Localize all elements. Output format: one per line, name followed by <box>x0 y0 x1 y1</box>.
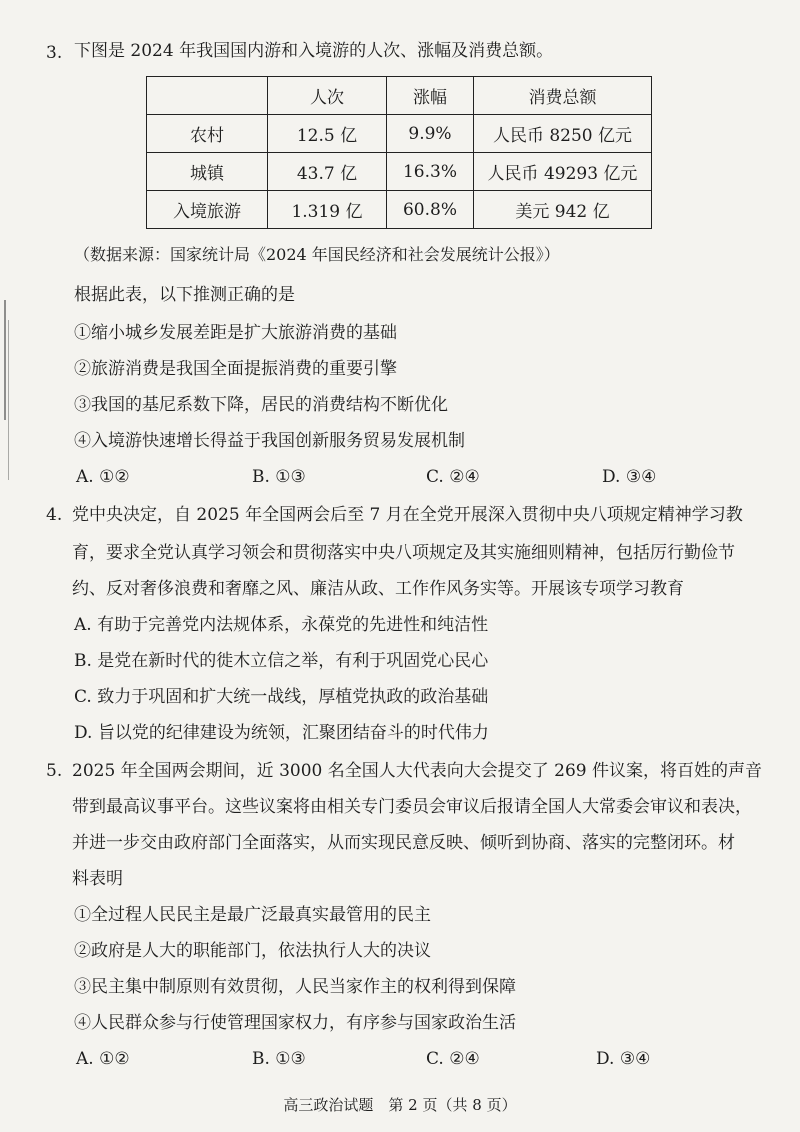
page-footer: 高三政治试题 第 2 页（共 8 页） <box>283 1096 517 1114</box>
q4-stem-line-1: 党中央决定，自 2025 年全国两会后至 7 月在全党开展深入贯彻中央八项规定精神学习教 <box>72 505 743 525</box>
q3-table <box>146 76 652 229</box>
q3-statement-2: ②旅游消费是我国全面提振消费的重要引擎 <box>74 359 397 379</box>
q4-stem-line-3: 约、反对奢侈浪费和奢靡之风、廉洁从政、工作作风务实等。开展该专项学习教育 <box>72 579 684 599</box>
q5-statement-2: ②政府是人大的职能部门，依法执行人大的决议 <box>74 941 431 961</box>
table-row <box>147 153 652 191</box>
q3-option-d[interactable]: D. ③④ <box>602 467 657 487</box>
q5-stem-line-2: 带到最高议事平台。这些议案将由相关专门委员会审议后报请全国人大常委会审议和表决， <box>72 797 752 817</box>
table-row <box>147 191 652 229</box>
table-cell: 城镇 <box>147 153 268 191</box>
q3-stem: 下图是 2024 年我国国内游和入境游的人次、涨幅及消费总额。 <box>74 41 554 61</box>
q5-stem-line-4: 料表明 <box>72 869 123 889</box>
q5-option-c[interactable]: C. ②④ <box>426 1049 480 1069</box>
table-cell: 43.7 亿 <box>268 153 387 191</box>
q5-stem-line-1: 2025 年全国两会期间，近 3000 名全国人大代表向大会提交了 269 件议案，将百姓的声音 <box>72 761 762 781</box>
q5-stem-line-3: 并进一步交由政府部门全面落实，从而实现民意反映、倾听到协商、落实的完整闭环。材 <box>72 833 735 853</box>
q4-option-b[interactable]: B. 是党在新时代的徙木立信之举，有利于巩固党心民心 <box>74 651 489 671</box>
q5-option-b[interactable]: B. ①③ <box>252 1049 306 1069</box>
q5-statement-1: ①全过程人民民主是最广泛最真实最管用的民主 <box>74 905 431 925</box>
table-header-cell: 人次 <box>268 77 387 115</box>
table-cell: 农村 <box>147 115 268 153</box>
table-cell: 16.3% <box>387 153 474 191</box>
table-cell: 9.9% <box>387 115 474 153</box>
table-header-cell: 涨幅 <box>387 77 474 115</box>
q3-statement-1: ①缩小城乡发展差距是扩大旅游消费的基础 <box>74 323 397 343</box>
q4-option-d[interactable]: D. 旨以党的纪律建设为统领，汇聚团结奋斗的时代伟力 <box>74 723 489 743</box>
q4-number: 4. <box>46 505 63 525</box>
q5-statement-4: ④人民群众参与行使管理国家权力，有序参与国家政治生活 <box>74 1013 516 1033</box>
table-row <box>147 115 652 153</box>
q5-option-d[interactable]: D. ③④ <box>596 1049 651 1069</box>
q3-option-a[interactable]: A. ①② <box>76 467 130 487</box>
q3-statement-4: ④入境游快速增长得益于我国创新服务贸易发展机制 <box>74 431 465 451</box>
q4-option-a[interactable]: A. 有助于完善党内法规体系，永葆党的先进性和纯洁性 <box>74 615 489 635</box>
q5-statement-3: ③民主集中制原则有效贯彻，人民当家作主的权利得到保障 <box>74 977 516 997</box>
q4-stem-line-2: 育，要求全党认真学习领会和贯彻落实中央八项规定及其实施细则精神，包括厉行勤俭节 <box>72 543 735 563</box>
table-cell: 12.5 亿 <box>268 115 387 153</box>
table-cell: 人民币 49293 亿元 <box>474 153 652 191</box>
q4-option-c[interactable]: C. 致力于巩固和扩大统一战线，厚植党执政的政治基础 <box>74 687 489 707</box>
q5-option-a[interactable]: A. ①② <box>76 1049 130 1069</box>
table-header-row <box>147 77 652 115</box>
table-header-cell: 消费总额 <box>474 77 652 115</box>
scan-edge-mark <box>8 320 9 480</box>
table-cell: 入境旅游 <box>147 191 268 229</box>
q3-source: （数据来源：国家统计局《2024 年国民经济和社会发展统计公报》） <box>74 245 560 264</box>
table-header-cell <box>147 77 268 115</box>
q3-option-b[interactable]: B. ①③ <box>252 467 306 487</box>
q3-statement-3: ③我国的基尼系数下降，居民的消费结构不断优化 <box>74 395 448 415</box>
q3-option-c[interactable]: C. ②④ <box>426 467 480 487</box>
q3-number: 3. <box>46 43 63 63</box>
table-cell: 人民币 8250 亿元 <box>474 115 652 153</box>
q5-number: 5. <box>46 761 63 781</box>
scan-edge-mark <box>4 300 6 420</box>
table-cell: 1.319 亿 <box>268 191 387 229</box>
q3-question: 根据此表，以下推测正确的是 <box>74 285 295 305</box>
table-cell: 美元 942 亿 <box>474 191 652 229</box>
table-cell: 60.8% <box>387 191 474 229</box>
